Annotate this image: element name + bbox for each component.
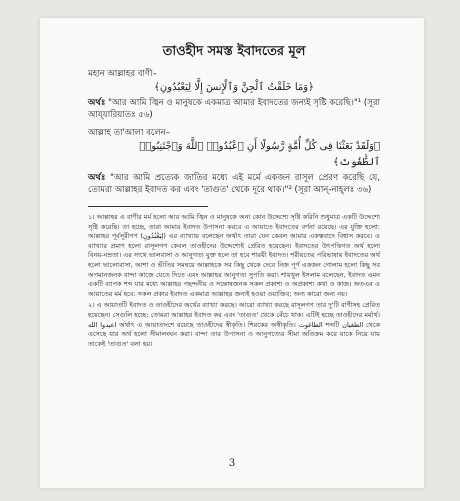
arabic-verse-2-line-2: ٱلطَّٰغُوتَ﴾	[333, 157, 380, 168]
page-title: তাওহীদ সমস্ত ইবাদতের মূল	[162, 44, 306, 59]
quote-intro-1: মহান আল্লাহর বাণী–	[88, 69, 157, 79]
meaning-label-1: অর্থঃ	[88, 98, 106, 108]
verse-meaning-2	[88, 172, 380, 196]
page-content	[88, 38, 380, 351]
quote-intro-2: আল্লাহ তা'আলা বলেন–	[88, 128, 170, 138]
meaning-text-1: "আর আমি জ্বিন ও মানুষকে একমাত্র আমার ইবাদতের জন্যই সৃষ্টি করেছি।"¹ (সূরা আয্‌যারিয়াতঃ ৫৬)	[88, 98, 380, 120]
page-number: 3	[228, 458, 236, 469]
meaning-label-2: অর্থঃ	[88, 173, 106, 183]
footnote-1: ১। আল্লাহর এ বাণীর মর্ম হলো আর আমি জ্বিন ও মানুষকে অন্য কোন উদ্দেশ্যে সৃষ্টি করিনি শুধুমাত্র একটি উদ্দেশ্যে সৃষ্টি করেছি। তা হচ্ছে, তারা আমার ইবাদত উপাসনা করবে এ আয়াতে ইবাদতের বর্ণনা রয়েছে। এর যুক্তি হলো: আল্লাহর পূর্বসূরীগণ (لِيَعْبُدُونِ) এর ব্যাখ্যায় বলেছেন অর্থাৎ তারা যেন কেবল আমার একত্ববাদে বিশ্বাস করবে। এ ব্যাখ্যার প্রমাণ হলো রাসূলগণ কেবল তাওহীদের উদ্দেশ্যেই প্রেরিত হয়েছেন। ইবাদতের উৎপত্তিগত অর্থ হলো বিনয়-নম্রতা। এর সাথে ভালবাসা ও আনুগত্য যুক্ত হলে তা হবে শারয়ী ইবাদত। শরীয়তের পরিভাষায় ইবাদতের অর্থ হলো ভালোবাসা, আশা ও ভীতির সমন্বয়ে আল্লাহকে সব কিছু থেকে দেবে নিজ পূর্ণ একজন গোলাম হলো কিছু সব অপমানজনক বান্দা কাজে যেতে দিতে এবং আল্লাহর আনুগত্য সুপতি করা। শায়খুল ইসলাম বলেছেন, ইবাদত এমন একটি ব্যাপক শব্দ যার মধ্যে আল্লাহর পছন্দনীয় ও সন্তোষজনক সকল প্রকাশ্য ও অপ্রকাশ্য কথা ও কাজ। অতএব এ আয়াতের মর্ম হবে: সকল প্রকার ইবাদত একমাত্র আল্লাহর জন্যই হওয়া ওয়াজিব; অন্য কারো জন্য নয়।	[88, 213, 380, 298]
footnote-2: ২। এ আয়াতটি ইবাদত ও তাওহীদের অর্থের ব্যাখ্যা করছে। আরো ব্যাখ্যা করছে রাসূলগণ তার দু'টি বাণীসহ প্রেরিত হয়েছেন। সেগুলি হচ্ছে: তোমরা আল্লাহর ইবাদত কর এবং 'তাগুত' থেকে বেঁচে থাক। এটিই হচ্ছে তাওহীদের মর্মার্থ। اعبدوا الله অর্থাৎ এ আয়াতাংশে রয়েছে তাওহীদের স্বীকৃতি। শিরকের অস্বীকৃতি। الطاغوت শব্দটি الطغيان থেকে এসেছে যার অর্থ হলো সীমালংঘন করা। বান্দা তার উপাসনা ও আনুগত্যের সীমা অতিক্রম করে যাকে নিয়ে যায় তাকেই 'তাগুত' বলা হয়।	[88, 301, 380, 348]
footnote-divider	[88, 206, 208, 207]
meaning-text-2: "আর আমি প্রত্যেক জাতির মধ্যে এই মর্মে একজন রাসূল প্রেরণ করেছি যে, তোমরা আল্লাহর ইবাদত কর এবং 'তাগুত' থেকে দূরে থাক।"² (সূরা আন্-নাহ্‌লঃ ৩৬)	[88, 173, 380, 195]
verse-meaning-1	[88, 97, 380, 121]
book-page	[40, 18, 424, 488]
arabic-verse-1: ﴿وَمَا خَلَقْتُ ٱلْجِنَّ وَٱلْإِنسَ إِلَّا لِيَعْبُدُونِ﴾	[154, 82, 314, 93]
arabic-verse-2-line-1: ﴿وَلَقَدْ بَعَثْنَا فِى كُلِّ أُمَّةٍ رَّسُولًا أَنِ ٱعْبُدُوا۟ ٱللَّهَ وَٱجْتَنِبُوا۟	[139, 141, 380, 152]
